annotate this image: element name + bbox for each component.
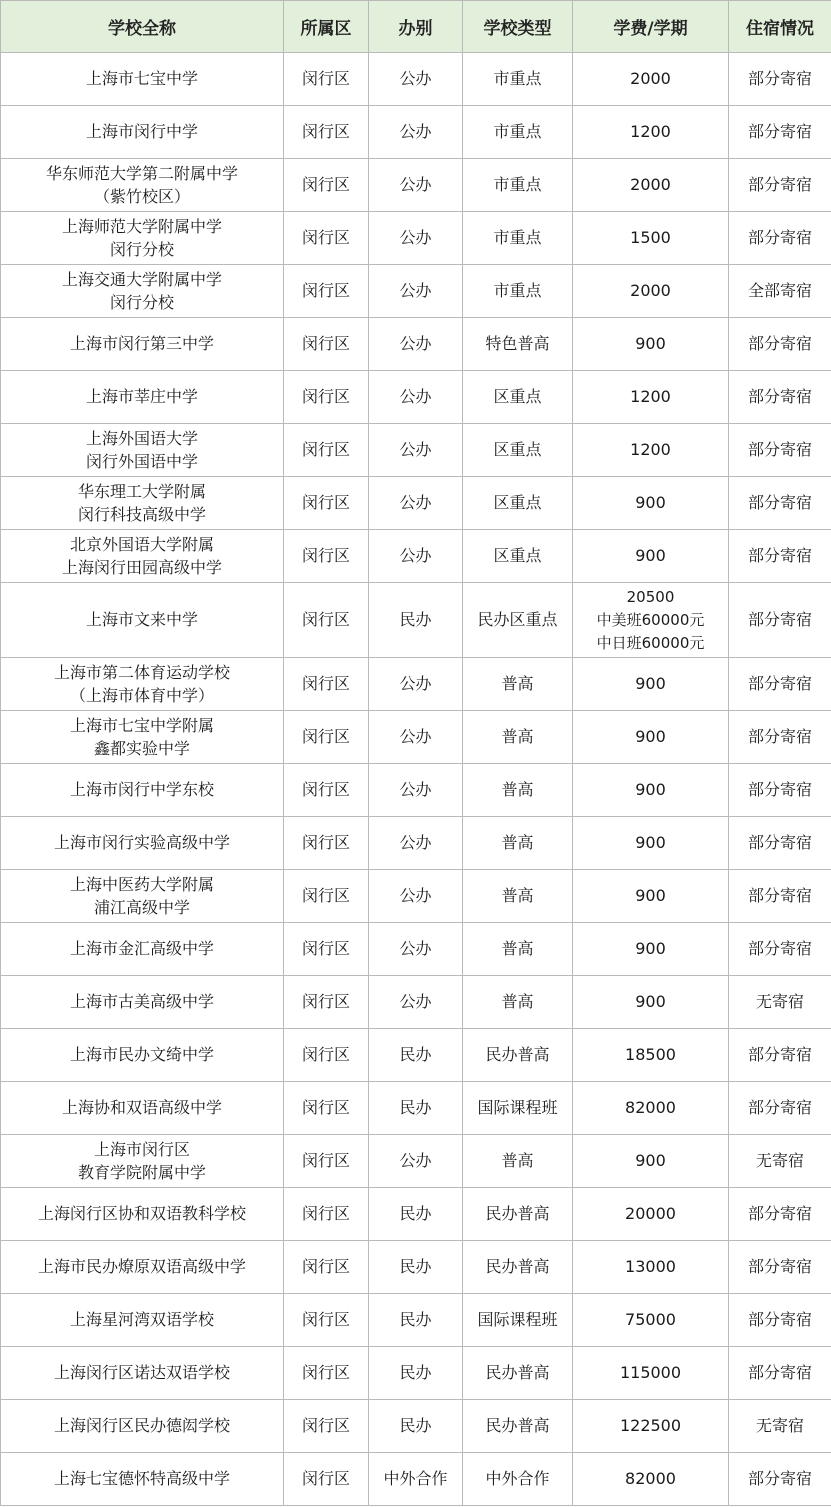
- cell-school-name: [1, 1029, 284, 1082]
- cell-district: 闵行区: [284, 265, 369, 318]
- cell-school-type: 民办普高: [463, 1029, 573, 1082]
- cell-tuition: [573, 530, 729, 583]
- cell-tuition: [573, 1294, 729, 1347]
- cell-school-name: [1, 53, 284, 106]
- cell-district: 闵行区: [284, 1347, 369, 1400]
- cell-school-name-line: 上海交通大学附属中学: [61, 270, 222, 289]
- cell-tuition-line: 1500: [630, 228, 671, 247]
- cell-boarding: 部分寄宿: [729, 1082, 831, 1135]
- cell-district: 闵行区: [284, 530, 369, 583]
- cell-school-type: 普高: [463, 711, 573, 764]
- cell-ownership: 民办: [369, 1294, 463, 1347]
- cell-school-name-line: 上海七宝德怀特高级中学: [53, 1469, 230, 1488]
- cell-boarding: 部分寄宿: [729, 53, 831, 106]
- cell-tuition-line: 115000: [619, 1363, 682, 1382]
- cell-tuition-line: 900: [635, 1151, 666, 1170]
- cell-district: 闵行区: [284, 1135, 369, 1188]
- cell-school-type: 普高: [463, 764, 573, 817]
- cell-school-name: [1, 530, 284, 583]
- cell-district: 闵行区: [284, 583, 369, 658]
- cell-school-name-line: 上海闵行田园高级中学: [61, 558, 222, 577]
- cell-school-type: 区重点: [463, 530, 573, 583]
- cell-tuition: [573, 424, 729, 477]
- cell-school-type: 普高: [463, 1135, 573, 1188]
- cell-district: 闵行区: [284, 318, 369, 371]
- cell-boarding: 部分寄宿: [729, 583, 831, 658]
- table-row: [1, 371, 831, 424]
- table-body: [1, 53, 831, 1506]
- cell-school-name-line: 上海市七宝中学附属: [69, 716, 214, 735]
- table-row: [1, 1135, 831, 1188]
- cell-school-name-line: 上海市第二体育运动学校: [53, 663, 230, 682]
- cell-school-name-line: 上海市闵行第三中学: [69, 334, 214, 353]
- cell-school-name: [1, 1241, 284, 1294]
- cell-boarding: 部分寄宿: [729, 711, 831, 764]
- cell-tuition-line: 中日班60000元: [596, 633, 705, 652]
- cell-district: 闵行区: [284, 870, 369, 923]
- cell-school-name-line: 闵行外国语中学: [85, 452, 198, 471]
- cell-district: 闵行区: [284, 817, 369, 870]
- header-row: [1, 1, 831, 53]
- cell-tuition: [573, 1241, 729, 1294]
- cell-tuition-line: 82000: [625, 1098, 676, 1117]
- cell-school-name-line: 上海闵行区协和双语教科学校: [37, 1204, 246, 1223]
- header-school-type: 学校类型: [463, 1, 573, 53]
- cell-school-type: 民办普高: [463, 1188, 573, 1241]
- cell-school-name: [1, 1294, 284, 1347]
- cell-ownership: 公办: [369, 530, 463, 583]
- cell-tuition: [573, 212, 729, 265]
- cell-boarding: 部分寄宿: [729, 817, 831, 870]
- cell-ownership: 公办: [369, 711, 463, 764]
- cell-school-name: [1, 1082, 284, 1135]
- cell-tuition-line: 1200: [630, 440, 671, 459]
- table-row: [1, 424, 831, 477]
- cell-school-name-line: 教育学院附属中学: [77, 1163, 206, 1182]
- cell-school-name-line: 浦江高级中学: [93, 898, 190, 917]
- cell-boarding: 部分寄宿: [729, 477, 831, 530]
- cell-tuition-line: 75000: [625, 1310, 676, 1329]
- cell-district: 闵行区: [284, 53, 369, 106]
- table-row: [1, 53, 831, 106]
- cell-district: 闵行区: [284, 711, 369, 764]
- cell-school-type: 市重点: [463, 212, 573, 265]
- cell-school-type: 普高: [463, 658, 573, 711]
- cell-school-type: 中外合作: [463, 1453, 573, 1506]
- cell-school-name: [1, 923, 284, 976]
- cell-tuition-line: 中美班60000元: [596, 610, 705, 629]
- cell-boarding: 部分寄宿: [729, 870, 831, 923]
- cell-school-name-line: 上海市民办文绮中学: [69, 1045, 214, 1064]
- cell-ownership: 公办: [369, 764, 463, 817]
- cell-tuition: [573, 53, 729, 106]
- cell-school-name: [1, 817, 284, 870]
- cell-boarding: 部分寄宿: [729, 1029, 831, 1082]
- cell-school-name: [1, 265, 284, 318]
- cell-school-name-line: 上海市闵行实验高级中学: [53, 833, 230, 852]
- cell-tuition-line: 20000: [625, 1204, 676, 1223]
- cell-school-type: 区重点: [463, 371, 573, 424]
- cell-tuition-line: 20500: [626, 587, 675, 606]
- table-row: [1, 212, 831, 265]
- table-row: [1, 1082, 831, 1135]
- cell-school-name-line: 上海市文来中学: [85, 610, 198, 629]
- cell-ownership: 民办: [369, 1188, 463, 1241]
- cell-ownership: 公办: [369, 371, 463, 424]
- cell-school-type: 特色普高: [463, 318, 573, 371]
- cell-tuition-line: 900: [635, 334, 666, 353]
- cell-tuition-line: 900: [635, 546, 666, 565]
- table-row: [1, 870, 831, 923]
- cell-school-type: 市重点: [463, 265, 573, 318]
- cell-ownership: 中外合作: [369, 1453, 463, 1506]
- cell-ownership: 公办: [369, 923, 463, 976]
- cell-district: 闵行区: [284, 1400, 369, 1453]
- cell-school-type: 区重点: [463, 477, 573, 530]
- cell-boarding: 部分寄宿: [729, 1347, 831, 1400]
- cell-school-name: [1, 371, 284, 424]
- cell-school-name-line: 闵行分校: [109, 240, 174, 259]
- cell-school-name-line: 华东理工大学附属: [77, 482, 206, 501]
- cell-school-name-line: 上海闵行区诺达双语学校: [53, 1363, 230, 1382]
- cell-school-name-line: 上海市民办燎原双语高级中学: [37, 1257, 246, 1276]
- cell-school-name: [1, 1400, 284, 1453]
- cell-school-name-line: 上海师范大学附属中学: [61, 217, 222, 236]
- table-row: [1, 658, 831, 711]
- cell-tuition-line: 122500: [619, 1416, 682, 1435]
- cell-district: 闵行区: [284, 1241, 369, 1294]
- cell-school-type: 区重点: [463, 424, 573, 477]
- cell-ownership: 公办: [369, 424, 463, 477]
- cell-ownership: 民办: [369, 583, 463, 658]
- cell-ownership: 公办: [369, 817, 463, 870]
- cell-boarding: 部分寄宿: [729, 212, 831, 265]
- cell-district: 闵行区: [284, 106, 369, 159]
- cell-boarding: 部分寄宿: [729, 923, 831, 976]
- cell-ownership: 民办: [369, 1082, 463, 1135]
- table-row: [1, 1188, 831, 1241]
- table-row: [1, 583, 831, 658]
- cell-school-type: 市重点: [463, 53, 573, 106]
- cell-school-name-line: 闵行科技高级中学: [77, 505, 206, 524]
- cell-ownership: 公办: [369, 870, 463, 923]
- cell-ownership: 公办: [369, 318, 463, 371]
- cell-ownership: 民办: [369, 1400, 463, 1453]
- cell-school-name-line: 上海市闵行中学: [85, 122, 198, 141]
- cell-school-name-line: 上海闵行区民办德闳学校: [53, 1416, 230, 1435]
- cell-tuition: [573, 1400, 729, 1453]
- cell-district: 闵行区: [284, 1082, 369, 1135]
- table-row: [1, 1029, 831, 1082]
- cell-tuition-line: 900: [635, 493, 666, 512]
- cell-tuition-line: 900: [635, 886, 666, 905]
- cell-school-name-line: 闵行分校: [109, 293, 174, 312]
- cell-boarding: 无寄宿: [729, 1135, 831, 1188]
- cell-school-name: [1, 1347, 284, 1400]
- cell-school-type: 市重点: [463, 106, 573, 159]
- cell-school-name: [1, 764, 284, 817]
- table-row: [1, 106, 831, 159]
- cell-school-type: 普高: [463, 976, 573, 1029]
- cell-school-name-line: 上海协和双语高级中学: [61, 1098, 222, 1117]
- cell-ownership: 公办: [369, 477, 463, 530]
- cell-tuition: [573, 870, 729, 923]
- cell-ownership: 公办: [369, 53, 463, 106]
- table-row: [1, 530, 831, 583]
- cell-district: 闵行区: [284, 976, 369, 1029]
- cell-school-name-line: （紫竹校区）: [93, 187, 190, 206]
- cell-school-name-line: 上海星河湾双语学校: [69, 1310, 214, 1329]
- cell-school-name: [1, 1453, 284, 1506]
- cell-tuition: [573, 477, 729, 530]
- cell-ownership: 民办: [369, 1241, 463, 1294]
- header-ownership: 办别: [369, 1, 463, 53]
- cell-boarding: 部分寄宿: [729, 1294, 831, 1347]
- cell-tuition: [573, 923, 729, 976]
- cell-district: 闵行区: [284, 212, 369, 265]
- cell-tuition-line: 2000: [630, 69, 671, 88]
- table-row: [1, 1294, 831, 1347]
- cell-tuition-line: 900: [635, 833, 666, 852]
- header-boarding: 住宿情况: [729, 1, 831, 53]
- cell-tuition-line: 900: [635, 939, 666, 958]
- cell-district: 闵行区: [284, 1453, 369, 1506]
- cell-school-type: 民办区重点: [463, 583, 573, 658]
- cell-boarding: 部分寄宿: [729, 106, 831, 159]
- cell-district: 闵行区: [284, 477, 369, 530]
- cell-tuition: [573, 159, 729, 212]
- cell-tuition-line: 1200: [630, 122, 671, 141]
- cell-boarding: 部分寄宿: [729, 371, 831, 424]
- cell-district: 闵行区: [284, 371, 369, 424]
- cell-tuition-line: 18500: [625, 1045, 676, 1064]
- cell-boarding: 部分寄宿: [729, 424, 831, 477]
- cell-school-name-line: 上海中医药大学附属: [69, 875, 214, 894]
- cell-tuition-line: 2000: [630, 175, 671, 194]
- table-row: [1, 976, 831, 1029]
- cell-school-name-line: 北京外国语大学附属: [69, 535, 214, 554]
- cell-tuition: [573, 764, 729, 817]
- cell-boarding: 部分寄宿: [729, 658, 831, 711]
- cell-school-type: 普高: [463, 870, 573, 923]
- cell-tuition: [573, 1453, 729, 1506]
- cell-boarding: 全部寄宿: [729, 265, 831, 318]
- cell-tuition-line: 900: [635, 674, 666, 693]
- cell-ownership: 民办: [369, 1029, 463, 1082]
- cell-school-name-line: 鑫都实验中学: [93, 739, 190, 758]
- header-school-name: 学校全称: [1, 1, 284, 53]
- cell-school-name: [1, 870, 284, 923]
- table-row: [1, 159, 831, 212]
- cell-district: 闵行区: [284, 658, 369, 711]
- cell-school-name: [1, 106, 284, 159]
- cell-school-name: [1, 1135, 284, 1188]
- cell-school-name: [1, 477, 284, 530]
- cell-ownership: 公办: [369, 212, 463, 265]
- table-row: [1, 1241, 831, 1294]
- cell-school-name: [1, 159, 284, 212]
- cell-tuition: [573, 1347, 729, 1400]
- cell-ownership: 公办: [369, 976, 463, 1029]
- cell-ownership: 公办: [369, 106, 463, 159]
- cell-ownership: 公办: [369, 159, 463, 212]
- cell-district: 闵行区: [284, 1029, 369, 1082]
- table-row: [1, 764, 831, 817]
- cell-tuition: [573, 817, 729, 870]
- table-row: [1, 1453, 831, 1506]
- cell-school-type: 民办普高: [463, 1347, 573, 1400]
- cell-school-name: [1, 318, 284, 371]
- cell-school-name-line: 上海市金汇高级中学: [69, 939, 214, 958]
- cell-tuition: [573, 106, 729, 159]
- table-row: [1, 1400, 831, 1453]
- cell-boarding: 部分寄宿: [729, 764, 831, 817]
- cell-ownership: 公办: [369, 658, 463, 711]
- cell-district: 闵行区: [284, 923, 369, 976]
- cell-school-type: 市重点: [463, 159, 573, 212]
- table-row: [1, 817, 831, 870]
- cell-boarding: 部分寄宿: [729, 1241, 831, 1294]
- cell-district: 闵行区: [284, 1294, 369, 1347]
- cell-school-name-line: 上海市闵行区: [93, 1140, 190, 1159]
- cell-boarding: 部分寄宿: [729, 318, 831, 371]
- table-row: [1, 711, 831, 764]
- cell-tuition: [573, 371, 729, 424]
- cell-tuition-line: 900: [635, 727, 666, 746]
- cell-tuition: [573, 711, 729, 764]
- cell-tuition: [573, 1135, 729, 1188]
- cell-tuition: [573, 976, 729, 1029]
- cell-tuition-line: 13000: [625, 1257, 676, 1276]
- cell-tuition: [573, 265, 729, 318]
- cell-school-name: [1, 424, 284, 477]
- table-row: [1, 477, 831, 530]
- cell-tuition-line: 900: [635, 992, 666, 1011]
- cell-tuition: [573, 583, 729, 658]
- cell-school-type: 民办普高: [463, 1400, 573, 1453]
- cell-school-name-line: 华东师范大学第二附属中学: [45, 164, 238, 183]
- cell-boarding: 无寄宿: [729, 1400, 831, 1453]
- cell-school-type: 普高: [463, 817, 573, 870]
- header-district: 所属区: [284, 1, 369, 53]
- cell-district: 闵行区: [284, 1188, 369, 1241]
- cell-district: 闵行区: [284, 764, 369, 817]
- cell-school-name-line: 上海市莘庄中学: [85, 387, 198, 406]
- cell-district: 闵行区: [284, 424, 369, 477]
- table-row: [1, 1347, 831, 1400]
- cell-tuition: [573, 1188, 729, 1241]
- cell-ownership: 公办: [369, 1135, 463, 1188]
- cell-school-name-line: 上海市古美高级中学: [69, 992, 214, 1011]
- cell-boarding: 部分寄宿: [729, 1188, 831, 1241]
- cell-school-name: [1, 1188, 284, 1241]
- cell-school-type: 国际课程班: [463, 1294, 573, 1347]
- cell-tuition: [573, 1082, 729, 1135]
- cell-tuition: [573, 318, 729, 371]
- cell-school-name-line: 上海外国语大学: [85, 429, 198, 448]
- cell-boarding: 部分寄宿: [729, 159, 831, 212]
- table-row: [1, 265, 831, 318]
- cell-tuition-line: 82000: [625, 1469, 676, 1488]
- cell-school-name-line: 上海市闵行中学东校: [69, 780, 214, 799]
- cell-school-name: [1, 658, 284, 711]
- cell-tuition-line: 2000: [630, 281, 671, 300]
- cell-ownership: 民办: [369, 1347, 463, 1400]
- cell-boarding: 无寄宿: [729, 976, 831, 1029]
- cell-school-name-line: 上海市七宝中学: [85, 69, 198, 88]
- cell-school-type: 国际课程班: [463, 1082, 573, 1135]
- cell-school-name: [1, 976, 284, 1029]
- cell-tuition: [573, 658, 729, 711]
- cell-tuition-line: 1200: [630, 387, 671, 406]
- header-tuition: 学费/学期: [573, 1, 729, 53]
- cell-tuition: [573, 1029, 729, 1082]
- cell-school-name: [1, 212, 284, 265]
- cell-boarding: 部分寄宿: [729, 1453, 831, 1506]
- cell-district: 闵行区: [284, 159, 369, 212]
- cell-school-name-line: （上海市体育中学）: [69, 686, 214, 705]
- cell-ownership: 公办: [369, 265, 463, 318]
- cell-school-name: [1, 711, 284, 764]
- cell-school-type: 普高: [463, 923, 573, 976]
- table-row: [1, 318, 831, 371]
- cell-boarding: 部分寄宿: [729, 530, 831, 583]
- cell-tuition-line: 900: [635, 780, 666, 799]
- cell-school-type: 民办普高: [463, 1241, 573, 1294]
- table-row: [1, 923, 831, 976]
- cell-school-name: [1, 583, 284, 658]
